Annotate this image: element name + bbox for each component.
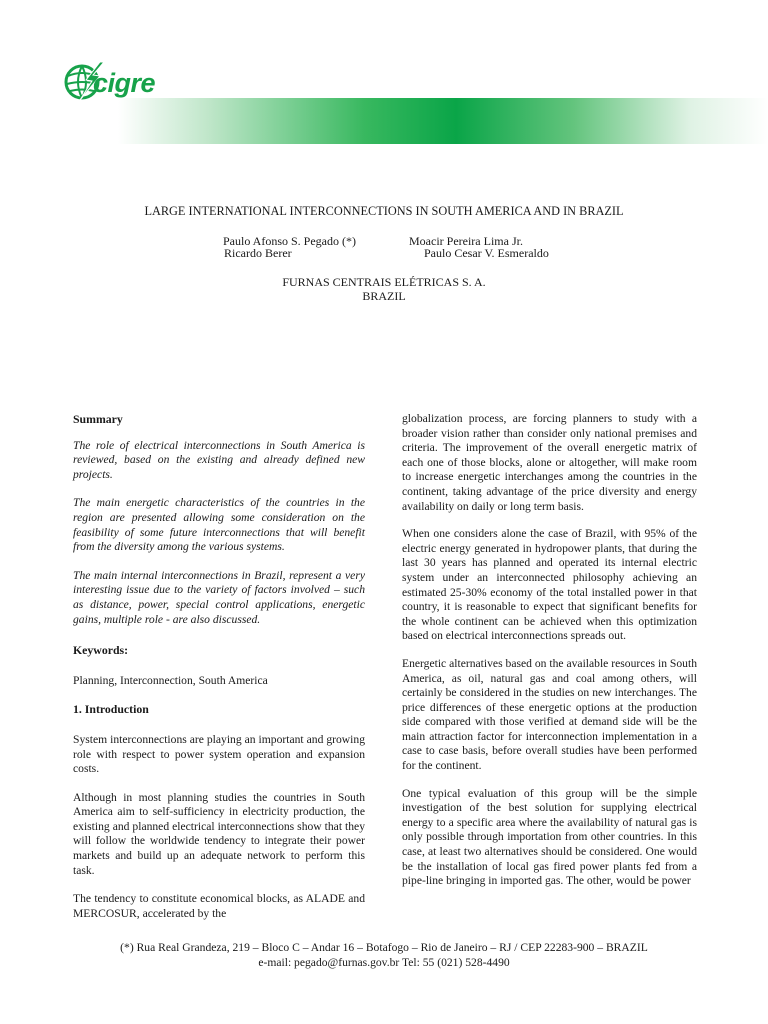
right-paragraph-3: Energetic alternatives based on the available resources in South America, as oil, natural gas and coal among others, will certainly be considered in the studies on new interchanges. The price differences of these energetic options at the production side compared with those verified at demand side will be the main attraction factor for interconnection implementation in a case to case basis, before overall studies have been performed for the continent. bbox=[402, 656, 697, 773]
right-paragraph-4: One typical evaluation of this group will be the simple investigation of the best solution for supplying electrical energy to a specific area where the availability of natural gas is only possible through importation from other countries. In this case, at least two alternatives should be considered. One would be the installation of local gas fired power plants fed from a pipe-line bringing in imported gas. The other, would be power bbox=[402, 786, 697, 888]
right-paragraph-2: When one considers alone the case of Brazil, with 95% of the electric energy generated in hydropower plants, that during the last 30 years has planned and operated its internal electric system under an interconnected philosophy achieving an estimated 25-30% economy of the total installed power in that country, it is reasonable to expect that significant benefits for the whole continent can be achieved when this optimization based on electrical interconnections spreads out. bbox=[402, 527, 697, 643]
author-2: Ricardo Berer bbox=[224, 246, 292, 260]
footer bbox=[0, 940, 768, 970]
keywords-text: Planning, Interconnection, South America bbox=[73, 673, 268, 687]
footer-contact: e-mail: pegado@furnas.gov.br Tel: 55 (021) 528-4490 bbox=[258, 956, 510, 969]
summary-paragraph-2: The main energetic characteristics of the countries in the region are presented allowing some consideration on the feasibility of some future interconnections that will benefit from the diversity among the various systems. bbox=[73, 496, 365, 554]
summary-paragraph-3: The main internal interconnections in Brazil, represent a very interesting issue due to the variety of factors involved – such as distance, power, special control applications, energetic gains, multiple role - are also discussed. bbox=[73, 568, 365, 626]
right-paragraph-1: globalization process, are forcing planners to study with a broader vision rather than consider only national premises and criteria. The improvement of the overall energetic matrix of each one of those blocks, alone or altogether, will make room to increase energetic interchanges among the countries in the continent, taking advantage of the price diversity and energy availability on daily or long term basis. bbox=[402, 412, 697, 513]
cigre-logo-text: cigre bbox=[93, 68, 156, 98]
introduction-heading: 1. Introduction bbox=[73, 702, 149, 717]
summary-paragraph-1: The role of electrical interconnections in South America is reviewed, based on the existing and already defined new projects. bbox=[73, 438, 365, 481]
author-1: Paulo Afonso S. Pegado (*) bbox=[223, 234, 356, 248]
intro-paragraph-1: System interconnections are playing an important and growing role with respect to power system operation and expansion costs. bbox=[73, 732, 365, 776]
paper-title: LARGE INTERNATIONAL INTERCONNECTIONS IN SOUTH AMERICA AND IN BRAZIL bbox=[144, 204, 624, 218]
affiliation-org: FURNAS CENTRAIS ELÉTRICAS S. A. bbox=[282, 275, 486, 289]
intro-paragraph-3: The tendency to constitute economical blocks, as ALADE and MERCOSUR, accelerated by the bbox=[73, 892, 365, 920]
affiliation-country: BRAZIL bbox=[362, 289, 406, 303]
keywords-heading: Keywords: bbox=[73, 643, 129, 658]
right-column bbox=[402, 412, 697, 902]
header-green-banner bbox=[118, 98, 768, 144]
summary-heading: Summary bbox=[73, 412, 123, 426]
footer-address: (*) Rua Real Grandeza, 219 – Bloco C – Andar 16 – Botafogo – Rio de Janeiro – RJ / CEP 22283-900 – BRAZIL bbox=[120, 941, 648, 954]
author-4: Paulo Cesar V. Esmeraldo bbox=[424, 246, 549, 260]
intro-paragraph-2: Although in most planning studies the countries in South America aim to self-sufficiency in electricity production, the existing and planned electrical interconnections show that they will follow the worldwide tendency to integrate their power markets and build up an adequate network to perform this task. bbox=[73, 790, 365, 877]
left-column bbox=[73, 412, 365, 935]
author-3: Moacir Pereira Lima Jr. bbox=[409, 234, 523, 248]
